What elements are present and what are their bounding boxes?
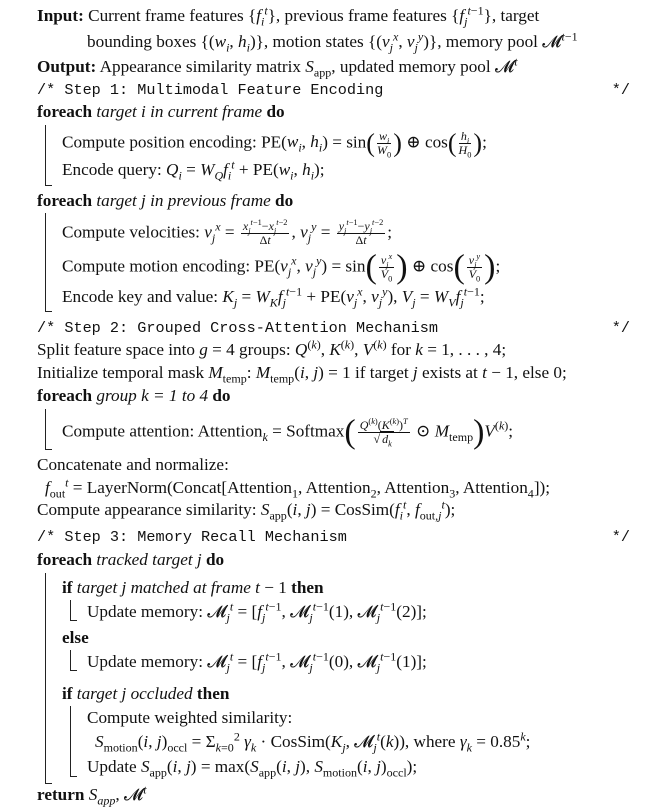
kw-then: then <box>291 578 324 597</box>
block-bar-if1 <box>70 600 77 621</box>
kw-then: then <box>196 684 230 703</box>
if-occluded <box>62 684 229 704</box>
split-line: Split feature space into g = 4 groups: $Q^{(k)}$, $K^{(k)}$, $V^{(k)}$ for k = 1, . . . , 4; <box>37 337 507 359</box>
foreach-tracked-target <box>37 550 224 570</box>
kw-do: do <box>205 550 225 569</box>
else-body: Update memory: 𝓜$_j^t$ = [$f_j^{t-1}$, 𝓜$_j^{t-1}$(0), 𝓜$_j^{t-1}$(1)]; <box>87 649 427 675</box>
loop3-condition: group k = 1 to 4 <box>96 386 209 405</box>
kw-foreach: foreach <box>37 102 93 121</box>
output-line <box>37 54 518 80</box>
loop2-line3: Encode key and value: $K_j = W_Kf_j^{t-1} + PE(v_j^x$, $v_j^y$), $V_j = W_Vf_j^{t-1}$; <box>62 284 485 310</box>
if1-body: Update memory: 𝓜$_j^t$ = [$f_j^{t-1}$, 𝓜$_j^{t-1}$(1), 𝓜$_j^{t-1}$(2)]; <box>87 599 427 625</box>
if2-line2: $S_{motion}(i$, $j)_{occl} = \Sigma_{k=0}^2$ $\gamma_k$ · $CosSim(K_j$, 𝓜$_j^t$(k)), where $\gamma_k = 0.85^k$; <box>95 729 531 755</box>
concat-line: Concatenate and normalize: <box>37 455 229 474</box>
fout-line: $f_{out}^t$ = LayerNorm(Concat[Attention$_1$, Attention$_2$, Attention$_3$, Attention$_4$]); <box>45 475 551 501</box>
loop2-condition: target j in previous frame <box>96 191 271 210</box>
block-bar-loop3 <box>45 409 52 450</box>
loop3-line1: Compute attention: Attention$_k$ = Softmax( $\frac{Q^{(k)}(K^{(k)})^T}{√ d_k}$ ⊙ $M_{temp})V^{(k)}$; <box>62 413 514 451</box>
loop1-condition: target i in current frame <box>96 102 263 121</box>
step2-comment: /* Step 2: Grouped Cross-Attention Mechanism <box>37 319 439 337</box>
block-bar-else <box>70 650 77 671</box>
if2-condition: target j occluded <box>76 684 193 703</box>
output-label: Output: <box>37 57 97 76</box>
loop2-line1: Compute velocities: $v_j^x$ = $\frac{x_j^{t-1}-x_j^{t-2}}{\Delta t}$ , $v_j^y$ = $\frac{y_j^{t-1}-y_j^{t-2}}{\Delta t}$ ; <box>62 218 393 247</box>
step2-comment-close: */ <box>611 319 630 337</box>
output-text: Appearance similarity matrix $S_{app}$, updated memory pool 𝓜$^t$ <box>99 54 518 80</box>
kw-if: if <box>62 578 73 597</box>
if1-condition: target j matched at frame <box>76 578 251 597</box>
kw-foreach: foreach <box>37 191 93 210</box>
loop2-line2: Compute motion encoding: $PE(v_j^x$, $v_j^y) = \sin$( $\frac{v_j^x}{V_0}$ ) ⊕ cos( $\frac{v_j^y}{V_0}$ ); <box>62 248 501 286</box>
kw-do: do <box>266 102 285 121</box>
foreach-target-i <box>37 102 285 122</box>
loop1-line1: Compute position encoding: $PE(w_i$, $h_i) = \sin$( $\frac{w_i}{W_0}$ ) ⊕ cos( $\frac{h_i}{H_0}$ ); <box>62 128 487 160</box>
foreach-group-k <box>37 386 231 406</box>
step1-comment: /* Step 1: Multimodal Feature Encoding <box>37 81 384 99</box>
else-keyword: else <box>62 628 89 647</box>
block-bar-loop2 <box>45 213 52 312</box>
kw-foreach: foreach <box>37 386 93 405</box>
input-text-1: Current frame features $\{f_i^t\}$, previous frame features $\{f_j^{t-1}\}$, target <box>88 3 540 29</box>
mask-line: Initialize temporal mask $M_{temp}$: $M_{temp}(i$, j) = 1 if target j exists at t − 1, else 0; <box>37 363 567 386</box>
appsim-line: Compute appearance similarity: $S_{app}(i$, $j) = CosSim(f_i^t$, $f_{out,j}^t$); <box>37 497 456 523</box>
if2-line1: Compute weighted similarity: <box>87 708 293 727</box>
input-label: Input: <box>37 6 84 25</box>
foreach-target-j <box>37 191 293 211</box>
kw-return: return <box>37 785 85 804</box>
input-text-2: bounding boxes {($w_i$, $h_i$)}, motion states {($v_j^x$, $v_j^y$)}, memory pool 𝓜$^{t-1}$ <box>87 29 578 55</box>
step3-comment: /* Step 3: Memory Recall Mechanism <box>37 528 347 546</box>
loop4-condition: tracked target j <box>96 550 202 569</box>
input-line-1 <box>37 3 540 29</box>
input-line-2 <box>87 29 578 55</box>
step1-comment-close: */ <box>611 81 630 99</box>
kw-do: do <box>212 386 231 405</box>
return-values: $S_{app}$, 𝓜$^t$ <box>88 782 147 808</box>
block-bar-if2 <box>70 706 77 777</box>
loop1-line2: Encode query: $Q_i = W_Qf_i^t + PE(w_i$, $h_i$); <box>62 157 325 183</box>
if-matched: if target j matched at frame t − 1 then <box>62 578 324 597</box>
step3-comment-close: */ <box>611 528 630 546</box>
block-bar-loop4 <box>45 573 52 784</box>
return-line <box>37 782 147 808</box>
kw-if: if <box>62 684 73 703</box>
kw-do: do <box>275 191 294 210</box>
block-bar-loop1 <box>45 125 52 186</box>
if2-line3: Update $S_{app}(i$, $j) = \max(S_{app}(i$, j), $S_{motion}(i$, $j)_{occl}$); <box>87 757 418 780</box>
kw-foreach: foreach <box>37 550 93 569</box>
